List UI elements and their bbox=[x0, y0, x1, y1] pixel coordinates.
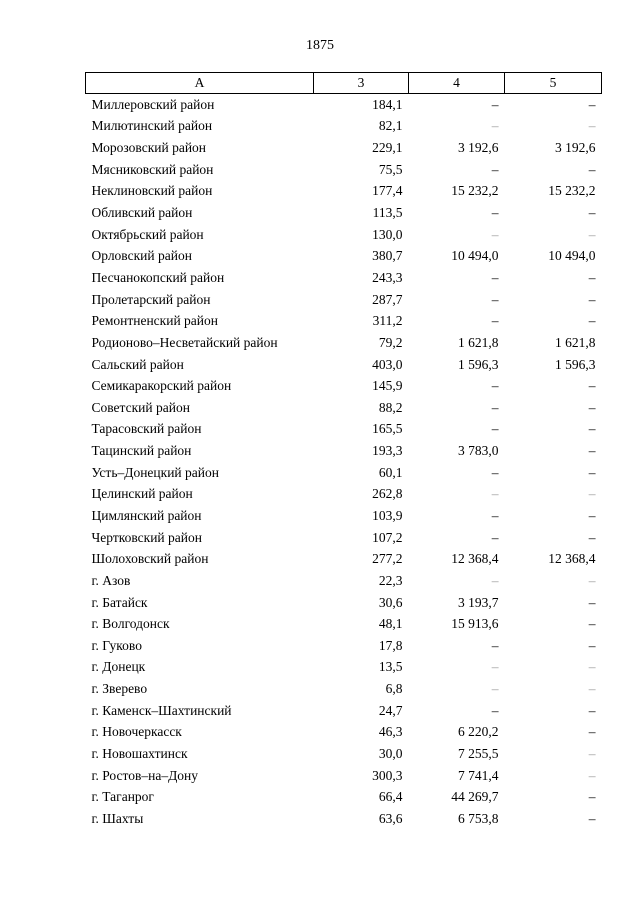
row-name-cell: Целинский район bbox=[91, 486, 193, 502]
table-row bbox=[86, 678, 602, 700]
table-row bbox=[86, 375, 602, 397]
table-row bbox=[86, 94, 602, 116]
row-name-cell: Мясниковский район bbox=[91, 161, 214, 177]
row-name-cell: Чертковский район bbox=[91, 529, 202, 545]
row-name-cell: Сальский район bbox=[91, 356, 184, 372]
row-name-cell: г. Азов bbox=[91, 572, 131, 588]
table-row bbox=[86, 267, 602, 289]
row-name-cell: Ремонтненский район bbox=[91, 313, 218, 329]
row-col3-cell: 165,5 bbox=[372, 421, 403, 437]
table-row bbox=[86, 159, 602, 181]
row-col4-cell: – bbox=[491, 399, 499, 415]
table-row bbox=[86, 570, 602, 592]
row-name-cell: Милютинский район bbox=[91, 118, 213, 134]
row-col3-cell: 13,5 bbox=[378, 659, 403, 675]
header-cell-a: А bbox=[86, 73, 314, 94]
row-col5-cell: – bbox=[588, 313, 596, 329]
table-header bbox=[86, 73, 602, 94]
row-col4-cell: 7 741,4 bbox=[458, 767, 499, 783]
row-col3-cell: 403,0 bbox=[372, 356, 403, 372]
row-col3-cell: 22,3 bbox=[378, 572, 403, 588]
table-row bbox=[86, 116, 602, 138]
table-row bbox=[86, 505, 602, 527]
row-col4-cell: – bbox=[491, 702, 499, 718]
row-col3-cell: 107,2 bbox=[372, 529, 403, 545]
row-col4-cell: – bbox=[491, 464, 499, 480]
row-col3-cell: 113,5 bbox=[372, 205, 403, 221]
row-col5-cell: 10 494,0 bbox=[548, 248, 596, 264]
row-name-cell: г. Зверево bbox=[91, 681, 148, 697]
row-col4-cell: – bbox=[491, 161, 499, 177]
row-col5-cell: – bbox=[588, 507, 596, 523]
row-col3-cell: 24,7 bbox=[378, 702, 403, 718]
row-col4-cell: 10 494,0 bbox=[451, 248, 499, 264]
row-name-cell: г. Донецк bbox=[91, 659, 146, 675]
row-col5-cell: – bbox=[588, 205, 596, 221]
table-row bbox=[86, 722, 602, 744]
row-name-cell: Цимлянский район bbox=[91, 507, 202, 523]
row-col4-cell: 15 232,2 bbox=[451, 183, 499, 199]
row-col4-cell: 15 913,6 bbox=[451, 616, 499, 632]
row-name-cell: Песчанокопский район bbox=[91, 269, 225, 285]
row-col4-cell: 44 269,7 bbox=[451, 789, 499, 805]
row-col4-cell: – bbox=[491, 205, 499, 221]
row-col5-cell: – bbox=[588, 421, 596, 437]
table-row bbox=[86, 548, 602, 570]
row-col4-cell: – bbox=[491, 421, 499, 437]
table-row bbox=[86, 743, 602, 765]
row-col4-cell: 6 753,8 bbox=[458, 810, 499, 826]
table-row bbox=[86, 202, 602, 224]
table-row bbox=[86, 765, 602, 787]
row-col5-cell: – bbox=[588, 269, 596, 285]
row-col4-cell: – bbox=[491, 118, 499, 134]
row-col5-cell: – bbox=[588, 681, 596, 697]
row-col3-cell: 82,1 bbox=[378, 118, 403, 134]
table-row bbox=[86, 397, 602, 419]
row-col3-cell: 243,3 bbox=[372, 269, 403, 285]
table-row bbox=[86, 332, 602, 354]
row-col3-cell: 262,8 bbox=[372, 486, 403, 502]
row-name-cell: Обливский район bbox=[91, 205, 193, 221]
row-name-cell: Шолоховский район bbox=[91, 551, 209, 567]
row-col5-cell: – bbox=[588, 464, 596, 480]
row-col4-cell: – bbox=[491, 96, 499, 112]
row-name-cell: г. Таганрог bbox=[91, 789, 154, 805]
row-col5-cell: – bbox=[588, 529, 596, 545]
row-col5-cell: – bbox=[588, 96, 596, 112]
row-col4-cell: – bbox=[491, 637, 499, 653]
row-name-cell: Тацинский район bbox=[91, 443, 192, 459]
row-col3-cell: 130,0 bbox=[372, 226, 403, 242]
row-col4-cell: 6 220,2 bbox=[458, 724, 499, 740]
row-name-cell: Усть–Донецкий район bbox=[91, 464, 219, 480]
row-col3-cell: 184,1 bbox=[372, 96, 403, 112]
row-col3-cell: 229,1 bbox=[372, 140, 403, 156]
row-col4-cell: 3 783,0 bbox=[458, 443, 499, 459]
row-col4-cell: 12 368,4 bbox=[451, 551, 499, 567]
row-col5-cell: – bbox=[588, 702, 596, 718]
row-col4-cell: – bbox=[491, 507, 499, 523]
row-col5-cell: – bbox=[588, 226, 596, 242]
row-col5-cell: – bbox=[588, 659, 596, 675]
header-cell-5: 5 bbox=[505, 73, 602, 94]
row-col4-cell: – bbox=[491, 226, 499, 242]
table-row bbox=[86, 527, 602, 549]
row-col5-cell: – bbox=[588, 161, 596, 177]
table-row bbox=[86, 419, 602, 441]
row-name-cell: Морозовский район bbox=[91, 140, 207, 156]
row-col4-cell: 1 621,8 bbox=[458, 334, 499, 350]
row-col3-cell: 66,4 bbox=[378, 789, 403, 805]
row-col4-cell: – bbox=[491, 681, 499, 697]
row-col3-cell: 75,5 bbox=[378, 161, 403, 177]
row-name-cell: г. Батайск bbox=[91, 594, 148, 610]
row-col3-cell: 177,4 bbox=[372, 183, 403, 199]
row-col5-cell: 1 596,3 bbox=[555, 356, 596, 372]
row-name-cell: Миллеровский район bbox=[91, 96, 215, 112]
row-col5-cell: – bbox=[588, 443, 596, 459]
row-col4-cell: – bbox=[491, 486, 499, 502]
row-col5-cell: 1 621,8 bbox=[555, 334, 596, 350]
row-name-cell: г. Шахты bbox=[91, 810, 144, 826]
table-row bbox=[86, 137, 602, 159]
row-col3-cell: 287,7 bbox=[372, 291, 403, 307]
row-name-cell: г. Каменск–Шахтинский bbox=[91, 702, 232, 718]
row-col3-cell: 88,2 bbox=[378, 399, 403, 415]
table-row bbox=[86, 310, 602, 332]
row-name-cell: г. Новочеркасск bbox=[91, 724, 182, 740]
row-col4-cell: 1 596,3 bbox=[458, 356, 499, 372]
row-col3-cell: 60,1 bbox=[378, 464, 403, 480]
row-name-cell: Тарасовский район bbox=[91, 421, 202, 437]
row-col3-cell: 30,0 bbox=[378, 746, 403, 762]
table-row bbox=[86, 354, 602, 376]
table-row bbox=[86, 245, 602, 267]
row-col5-cell: – bbox=[588, 616, 596, 632]
row-col3-cell: 277,2 bbox=[372, 551, 403, 567]
table-row bbox=[86, 592, 602, 614]
row-col5-cell: – bbox=[588, 810, 596, 826]
row-name-cell: Пролетарский район bbox=[91, 291, 211, 307]
row-name-cell: Советский район bbox=[91, 399, 190, 415]
row-col5-cell: – bbox=[588, 637, 596, 653]
row-col4-cell: – bbox=[491, 269, 499, 285]
table-row bbox=[86, 613, 602, 635]
table-row bbox=[86, 224, 602, 246]
table-row bbox=[86, 808, 602, 830]
table-row bbox=[86, 289, 602, 311]
row-col3-cell: 6,8 bbox=[385, 681, 403, 697]
row-name-cell: Октябрьский район bbox=[91, 226, 204, 242]
row-col3-cell: 46,3 bbox=[378, 724, 403, 740]
row-col3-cell: 380,7 bbox=[372, 248, 403, 264]
row-col5-cell: – bbox=[588, 572, 596, 588]
row-col4-cell: – bbox=[491, 572, 499, 588]
table-row bbox=[86, 484, 602, 506]
table-row bbox=[86, 635, 602, 657]
row-col4-cell: – bbox=[491, 291, 499, 307]
row-col5-cell: – bbox=[588, 399, 596, 415]
row-name-cell: Неклиновский район bbox=[91, 183, 213, 199]
row-name-cell: Семикаракорский район bbox=[91, 378, 232, 394]
row-col5-cell: – bbox=[588, 789, 596, 805]
row-col3-cell: 311,2 bbox=[372, 313, 403, 329]
row-name-cell: Родионово–Несветайский район bbox=[91, 334, 278, 350]
row-col4-cell: 3 193,7 bbox=[458, 594, 499, 610]
header-row bbox=[86, 73, 602, 94]
row-col5-cell: – bbox=[588, 767, 596, 783]
row-col3-cell: 30,6 bbox=[378, 594, 403, 610]
table-row bbox=[86, 700, 602, 722]
table-row bbox=[86, 181, 602, 203]
row-col5-cell: 12 368,4 bbox=[548, 551, 596, 567]
row-col3-cell: 79,2 bbox=[378, 334, 403, 350]
row-col4-cell: – bbox=[491, 378, 499, 394]
row-name-cell: г. Волгодонск bbox=[91, 616, 170, 632]
row-name-cell: г. Ростов–на–Дону bbox=[91, 767, 199, 783]
row-col3-cell: 300,3 bbox=[372, 767, 403, 783]
row-col3-cell: 17,8 bbox=[378, 637, 403, 653]
row-col3-cell: 63,6 bbox=[378, 810, 403, 826]
row-col4-cell: 7 255,5 bbox=[458, 746, 499, 762]
row-col3-cell: 193,3 bbox=[372, 443, 403, 459]
row-name-cell: г. Гуково bbox=[91, 637, 142, 653]
page-number: 1875 bbox=[306, 38, 334, 53]
row-col5-cell: 3 192,6 bbox=[555, 140, 596, 156]
data-table bbox=[85, 72, 602, 830]
row-col5-cell: – bbox=[588, 724, 596, 740]
row-col5-cell: – bbox=[588, 378, 596, 394]
row-col3-cell: 145,9 bbox=[372, 378, 403, 394]
row-col3-cell: 103,9 bbox=[372, 507, 403, 523]
table-row bbox=[86, 440, 602, 462]
row-col4-cell: – bbox=[491, 529, 499, 545]
row-name-cell: г. Новошахтинск bbox=[91, 746, 188, 762]
row-col4-cell: – bbox=[491, 313, 499, 329]
row-col5-cell: – bbox=[588, 486, 596, 502]
table-row bbox=[86, 462, 602, 484]
row-col3-cell: 48,1 bbox=[378, 616, 403, 632]
row-col4-cell: – bbox=[491, 659, 499, 675]
row-col5-cell: – bbox=[588, 746, 596, 762]
header-cell-3: 3 bbox=[314, 73, 409, 94]
row-col5-cell: – bbox=[588, 291, 596, 307]
row-col5-cell: 15 232,2 bbox=[548, 183, 596, 199]
row-col4-cell: 3 192,6 bbox=[458, 140, 499, 156]
row-col5-cell: – bbox=[588, 594, 596, 610]
table-body bbox=[86, 94, 602, 830]
table-row bbox=[86, 657, 602, 679]
table-row bbox=[86, 787, 602, 809]
row-col5-cell: – bbox=[588, 118, 596, 134]
header-cell-4: 4 bbox=[409, 73, 505, 94]
row-name-cell: Орловский район bbox=[91, 248, 192, 264]
